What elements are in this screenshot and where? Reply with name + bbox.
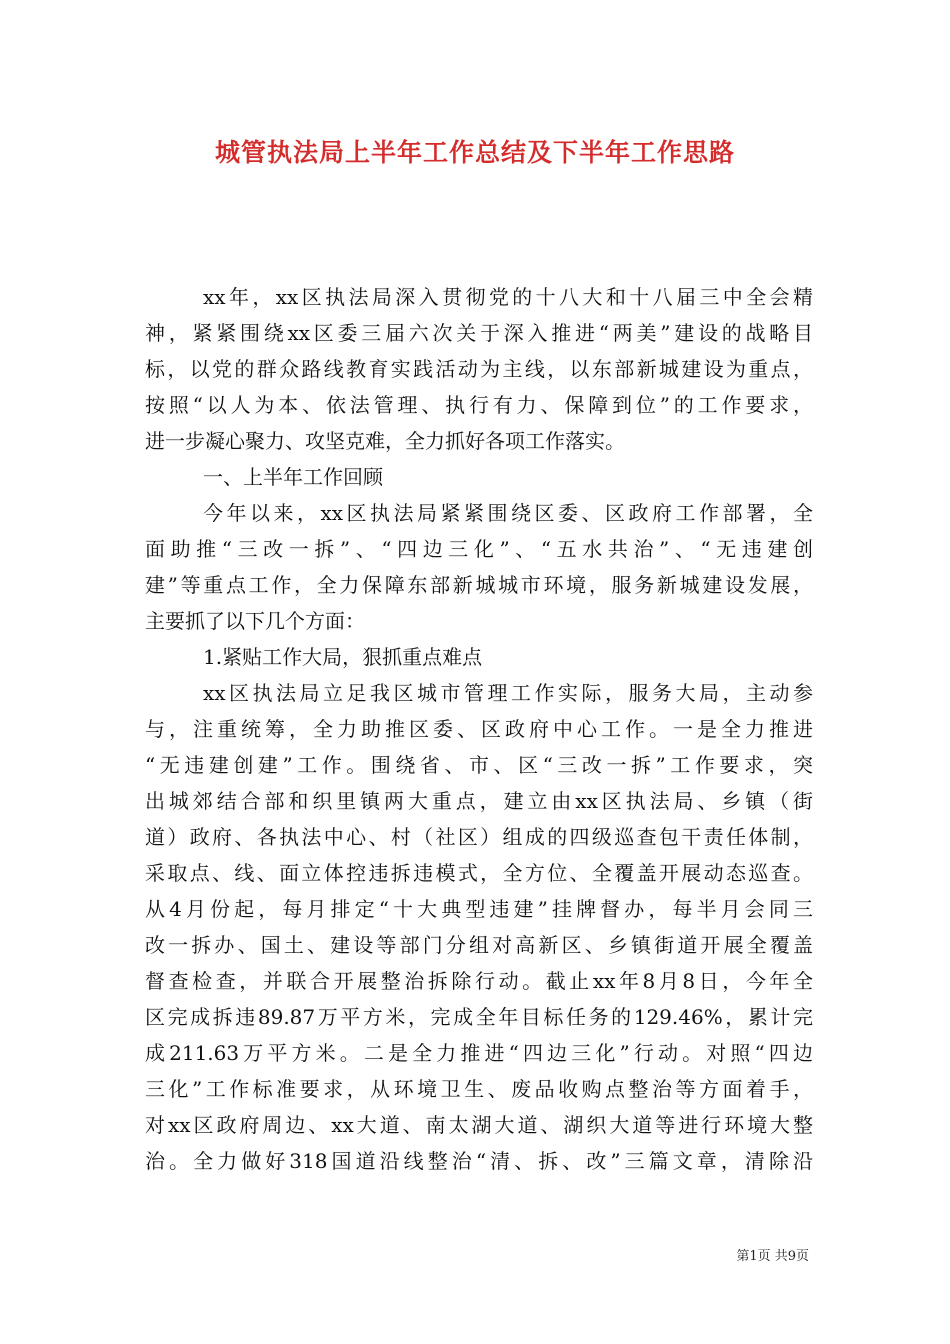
text-line: 主要抓了以下几个方面： [145, 609, 365, 633]
text-line: 标，以党的群众路线教育实践活动为主线，以东部新城建设为重点， [145, 357, 813, 381]
text-line: 与，注重统筹，全力助推区委、区政府中心工作。一是全力推进 [145, 717, 813, 741]
document-body [145, 286, 813, 1186]
text-line: 今年以来，xx区执法局紧紧围绕区委、区政府工作部署，全 [203, 501, 813, 525]
document-title: 城管执法局上半年工作总结及下半年工作思路 [214, 138, 735, 167]
text-line: 治。全力做好318国道沿线整治“清、拆、改”三篇文章，清除沿 [145, 1149, 813, 1173]
text-line: 1.紧贴工作大局，狠抓重点难点 [203, 645, 483, 669]
text-line: 督查检查，并联合开展整治拆除行动。截止xx年8月8日，今年全 [145, 969, 813, 993]
text-line: 采取点、线、面立体控违拆违模式，全方位、全覆盖开展动态巡查。 [145, 861, 813, 885]
text-line: 对xx区政府周边、xx大道、南太湖大道、湖织大道等进行环境大整 [145, 1113, 813, 1137]
text-line: “无违建创建”工作。围绕省、市、区“三改一拆”工作要求，突 [145, 753, 813, 777]
text-line: 出城郊结合部和织里镇两大重点，建立由xx区执法局、乡镇（街 [145, 789, 813, 813]
text-line: 建”等重点工作，全力保障东部新城城市环境，服务新城建设发展， [145, 573, 813, 597]
page-footer: 第1页 共9页 [736, 1249, 809, 1264]
text-line: 按照“以人为本、依法管理、执行有力、保障到位”的工作要求， [145, 393, 813, 417]
text-line: xx年，xx区执法局深入贯彻党的十八大和十八届三中全会精 [203, 285, 813, 309]
text-line: 从4月份起，每月排定“十大典型违建”挂牌督办，每半月会同三 [145, 897, 813, 921]
text-line: xx区执法局立足我区城市管理工作实际，服务大局，主动参 [203, 681, 813, 705]
text-line: 改一拆办、国土、建设等部门分组对高新区、乡镇街道开展全覆盖 [145, 933, 813, 957]
text-line: 面助推“三改一拆”、“四边三化”、“五水共治”、“无违建创 [145, 537, 813, 561]
text-line: 道）政府、各执法中心、村（社区）组成的四级巡查包干责任体制， [145, 825, 813, 849]
text-line: 成211.63万平方米。二是全力推进“四边三化”行动。对照“四边 [145, 1041, 813, 1065]
text-line: 一、上半年工作回顾 [203, 465, 383, 489]
text-line: 进一步凝心聚力、攻坚克难，全力抓好各项工作落实。 [145, 429, 625, 453]
text-line: 三化”工作标准要求，从环境卫生、废品收购点整治等方面着手， [145, 1077, 813, 1101]
text-line: 区完成拆违89.87万平方米，完成全年目标任务的129.46%，累计完 [145, 1005, 813, 1029]
text-line: 神，紧紧围绕xx区委三届六次关于深入推进“两美”建设的战略目 [145, 321, 813, 345]
